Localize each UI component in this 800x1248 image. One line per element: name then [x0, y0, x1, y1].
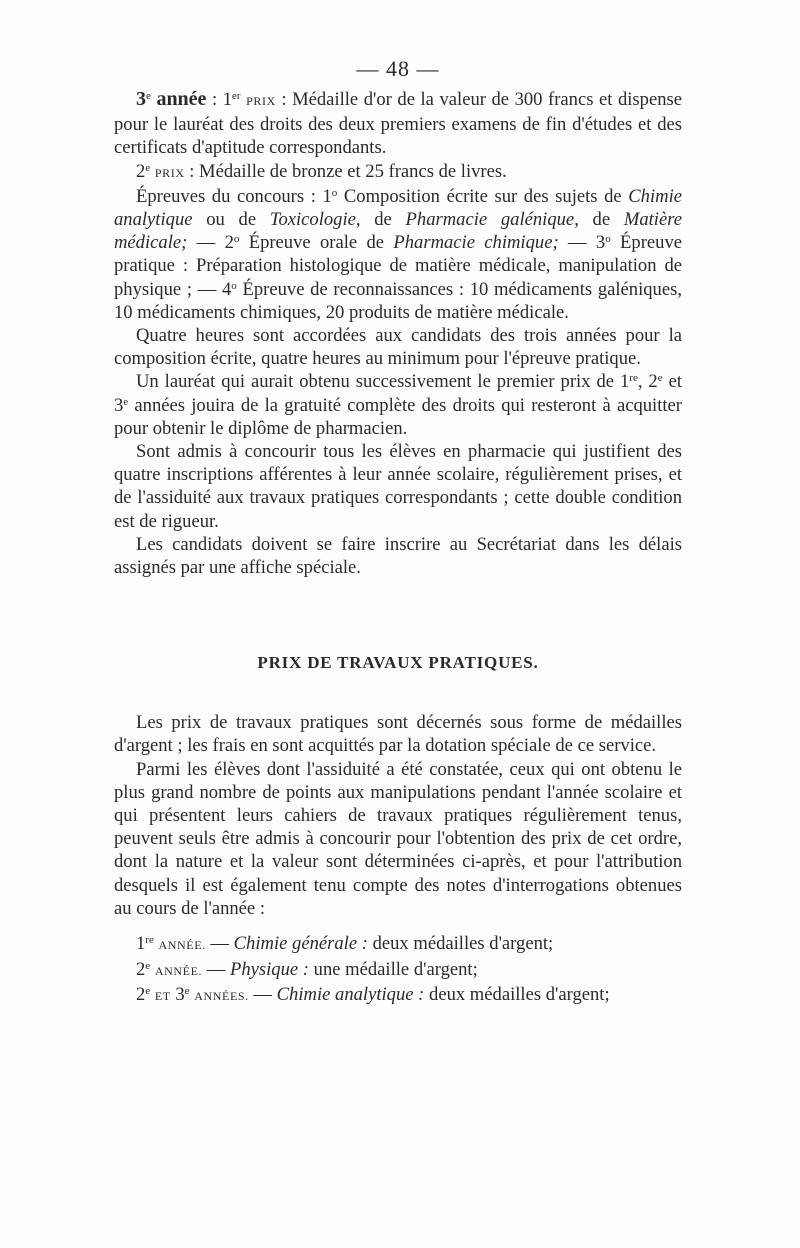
paragraph-admission-conditions: Sont admis à concourir tous les élèves en pharmacie qui justifient des quatre inscriptions afférentes à leur année scolaire, régulièrement prises, et de l'assiduité aux travaux pratiques correspondants ; cette double condition est de rigueur.	[114, 441, 682, 532]
section-heading: PRIX DE TRAVAUX PRATIQUES.	[257, 653, 539, 673]
paragraph-second-prize: 2e PRIX : Médaille de bronze et 25 francs de livres.	[136, 160, 507, 182]
paragraph-exam-tests: Épreuves du concours : 1$^o$ Composition écrite sur des sujets de Chimie analytique ou de Toxicologie, de Pharmacie galénique, de Matière médicale; — 2$^o$ Épreuve orale de Pharmacie chimique; — 3$^o$ Épreuve pratique : Préparation histologique de matière médicale, manipulation de physique ; — 4$^o$ Épreuve de reconnaissances : 10 médicaments galéniques, 10 médicaments chimiques, 20 produits de matière médicale.	[114, 185, 683, 323]
paragraph-eligibility: Parmi les élèves dont l'assiduité a été constatée, ceux qui ont obtenu le plus grand nombre de points aux manipulations pendant l'année scolaire et qui présentent leurs cahiers de travaux pratiques régulièrement tenus, peuvent seuls être admis à concourir pour l'obtention des prix de cet ordre, dont la nature et la valeur sont déterminées ci-après, et pour l'attribution desquels il est également tenu compte des notes d'interrogations obtenues au cours de l'année :	[114, 758, 682, 919]
paragraph-practical-prizes: Les prix de travaux pratiques sont décernés sous forme de médailles d'argent ; les frais en sont acquittés par la dotation spéciale de ce service.	[114, 712, 682, 757]
paragraph-laureate-gratuity: Un lauréat qui aurait obtenu successivement le premier prix de 1re, 2e et 3e années jouira de la gratuité complète des droits qui resteront à acquitter pour obtenir le diplôme de pharmacien.	[114, 371, 683, 439]
spacer	[114, 920, 682, 932]
prize-line-first-year: 1re ANNÉE. — Chimie générale : deux médailles d'argent;	[136, 933, 554, 955]
paragraph-registration: Les candidats doivent se faire inscrire au Secrétariat dans les délais assignés par une affiche spéciale.	[114, 533, 682, 579]
paragraph-third-year-first-prize: 3e année : 1er PRIX : Médaille d'or de la valeur de 300 francs et dispense pour le lauréat des droits des deux premiers examens de fin d'études et des certificats d'aptitude correspondants.	[114, 88, 682, 159]
prize-line-second-year: 2e ANNÉE. — Physique : une médaille d'argent;	[136, 958, 478, 980]
prize-line-second-third-year: 2e ET 3e ANNÉES. — Chimie analytique : deux médailles d'argent;	[136, 984, 610, 1006]
paragraph-time-allowed: Quatre heures sont accordées aux candidats des trois années pour la composition écrite, quatre heures au minimum pour l'épreuve pratique.	[114, 325, 682, 370]
page-number: — 48 —	[356, 56, 440, 81]
